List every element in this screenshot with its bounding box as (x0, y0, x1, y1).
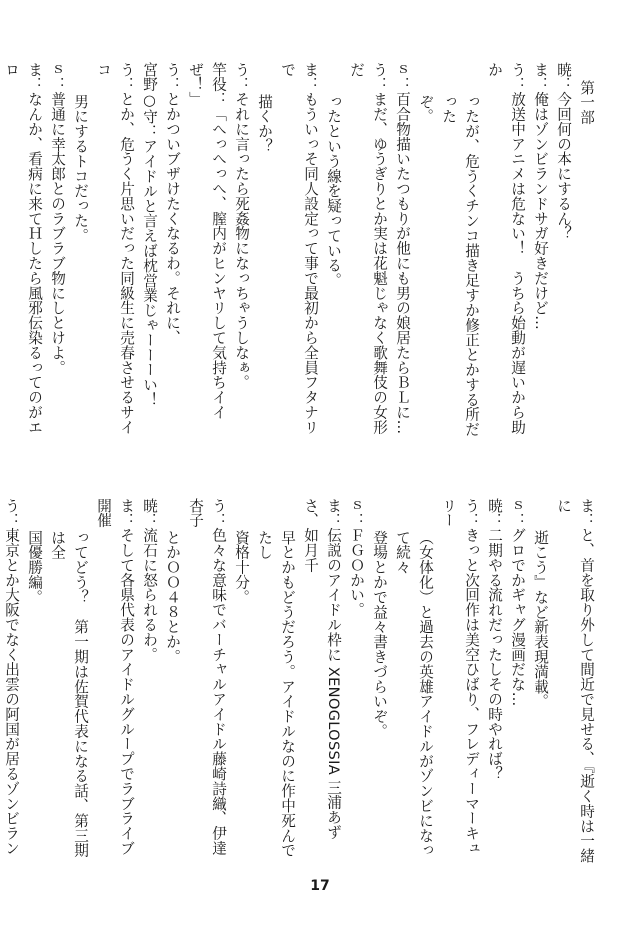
dialogue-line: 早とかもどうだろう。アイドルなのに作中死んでたし (256, 530, 296, 858)
dialogue-line: ま：俺はゾンビランドサガ好きだけど… (532, 62, 549, 331)
dialogue-line: （女体化）と過去の英雄アイドルがゾンビになって続々 (394, 530, 434, 858)
dialogue-line: 竿役：「へっへっへ、膣内がヒンヤリして気持ちイイぜ！」 (187, 62, 227, 420)
dialogue-line: う：東京とか大阪でなく出雲の阿国が居るゾンビラン (3, 498, 20, 856)
dialogue-line: ま：なんか、看病に来てＨしたら風邪伝染るってのがエロ (3, 62, 43, 435)
dialogue-line: う：とか、危うく片思いだった同級生に売春させるサイコ (95, 62, 135, 435)
section-title: 第一部 (578, 79, 595, 125)
dialogue-line: ってどう？ 第一期は佐賀代表になる話、第三期は全 (49, 530, 89, 858)
dialogue-line: ま：伝説のアイドル枠に XENOGLOSSIA 三浦あずさ、如月千 (302, 498, 342, 840)
dialogue-line: ｓ：百合物描いたつもりが他にも男の娘居たらＢＬに… (394, 62, 411, 435)
dialogue-line: とかＯＯ４８とか。 (164, 530, 181, 665)
dialogue-line: ｓ：ＦＧＯかい。 (348, 498, 365, 618)
bottom-text-block (3, 498, 598, 868)
dialogue-line: ったという線を疑っている。 (325, 94, 342, 288)
dialogue-line: 男にするトコだった。 (72, 94, 89, 244)
dialogue-line: ま：そして各県代表のアイドルグループでラブライブ開催 (95, 498, 135, 856)
dialogue-line: ｓ：グロでかギャグ漫画だな… (509, 498, 526, 707)
dialogue-line: う：それに言ったら死姦物になっちゃうしなぁ。 (233, 62, 250, 390)
dialogue-line: 暁：流石に怒られるわ。 (141, 498, 158, 662)
dialogue-line: ま：と、首を取り外して間近で見せる、『逝く時は一緒に (555, 498, 595, 864)
dialogue-line: ぞ。 (417, 94, 434, 124)
dialogue-line: 暁：今回何の本にするん？ (555, 62, 572, 241)
dialogue-line: 暁：二期やる流れだったしその時やれば？ (486, 498, 503, 782)
top-text-block (3, 62, 598, 444)
dialogue-line: う：色々な意味でバーチャルアイドル藤崎詩織、伊達杏子 (187, 498, 227, 856)
page-number: 17 (310, 878, 330, 894)
dialogue-line: う：まだ、ゆうぎりとか実は花魁じゃなく歌舞伎の女形だ (348, 62, 388, 435)
dialogue-line: 描くか？ (256, 94, 273, 154)
dialogue-line: ま：もういっそ同人設定って事で最初から全員フタナリで (279, 62, 319, 435)
dialogue-line: う：とかついブザけたくなるわ。それに、 (164, 62, 181, 346)
dialogue-line: ったが、危うくチンコ描き足すか修正とかする所だった (440, 94, 480, 437)
dialogue-line: 逝こう』など新表現満載。 (532, 530, 549, 709)
dialogue-line: う：きっと次回作は美空ひばり、フレディーマーキュリー (440, 498, 480, 856)
dialogue-line: 国優勝編。 (26, 530, 43, 605)
dialogue-line: 資格十分。 (233, 530, 250, 605)
dialogue-line: ｓ：普通に幸太郎とのラブラブ物にしとけよ。 (49, 62, 66, 375)
dialogue-line: 宮野○守：アイドルと言えば枕営業じゃーーーい！ (141, 62, 158, 408)
dialogue-line: 登場とかで益々書きづらいぞ。 (371, 530, 388, 739)
dialogue-line: う：放送中アニメは危ない！ うちら始動が遅いから助か (486, 62, 526, 435)
